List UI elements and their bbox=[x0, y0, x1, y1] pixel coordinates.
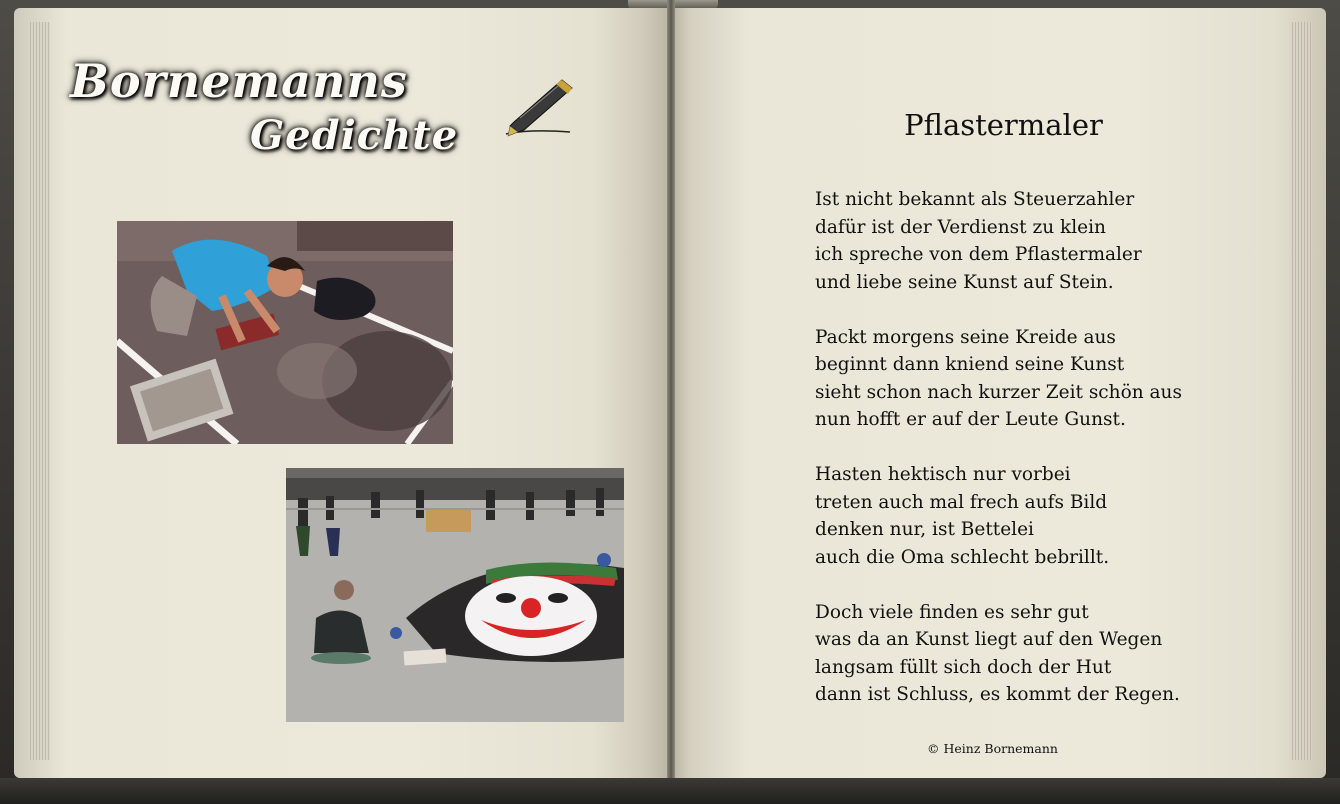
stanza bbox=[815, 599, 1182, 709]
stanza bbox=[815, 461, 1182, 571]
bottom-shadow bbox=[0, 778, 1340, 804]
street-clown-painting-photo bbox=[286, 468, 624, 722]
stanza bbox=[815, 324, 1182, 434]
poem-line: dafür ist der Verdienst zu klein bbox=[815, 216, 1106, 238]
brand-title-line1: Bornemanns bbox=[70, 54, 408, 108]
poem-line: nun hofft er auf der Leute Gunst. bbox=[815, 409, 1126, 430]
poem-body bbox=[815, 186, 1182, 709]
poem-line: langsam füllt sich doch der Hut bbox=[815, 656, 1112, 678]
pavement-artist-photo bbox=[117, 221, 453, 444]
poem-line: sieht schon nach kurzer Zeit schön aus bbox=[815, 381, 1182, 403]
poem-line: beginnt dann kniend seine Kunst bbox=[815, 354, 1125, 375]
poem-line: Hasten hektisch nur vorbei bbox=[815, 464, 1071, 485]
fountain-pen-icon bbox=[500, 74, 578, 140]
poem-line: Packt morgens seine Kreide aus bbox=[815, 326, 1116, 348]
poem-line: denken nur, ist Bettelei bbox=[815, 519, 1034, 540]
poem-line: dann ist Schluss, es kommt der Regen. bbox=[815, 684, 1180, 705]
copyright-notice: © Heinz Bornemann bbox=[927, 741, 1058, 756]
page-edges-left bbox=[28, 22, 50, 760]
poem-line: Doch viele finden es sehr gut bbox=[815, 601, 1089, 623]
poem-line: auch die Oma schlecht bebrillt. bbox=[815, 546, 1110, 568]
poem-line: und liebe seine Kunst auf Stein. bbox=[815, 271, 1114, 293]
brand-title-line2: Gedichte bbox=[250, 112, 459, 159]
poem-line: ich spreche von dem Pflastermaler bbox=[815, 244, 1142, 265]
poem-line: was da an Kunst liegt auf den Wegen bbox=[815, 629, 1163, 650]
stanza bbox=[815, 186, 1182, 296]
poem-title: Pflastermaler bbox=[904, 108, 1103, 142]
poem-line: treten auch mal frech aufs Bild bbox=[815, 491, 1108, 513]
poem-line: Ist nicht bekannt als Steuerzahler bbox=[815, 189, 1135, 210]
